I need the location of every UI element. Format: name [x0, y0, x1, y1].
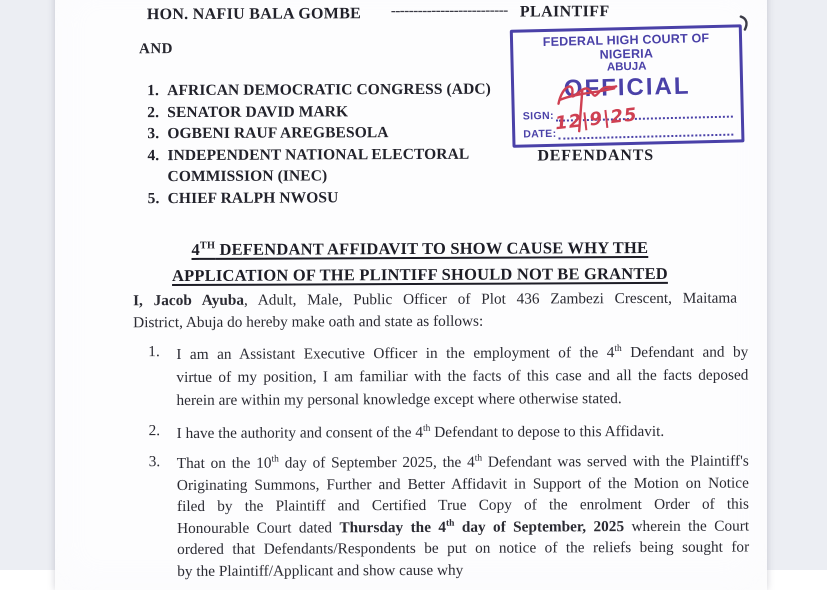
defendant-line: SENATOR DAVID MARK: [167, 102, 349, 121]
affidavit-title-line2: APPLICATION OF THE PLINTIFF SHOULD NOT BE GRANTED: [171, 263, 668, 286]
paragraph-number: 3.: [148, 453, 161, 471]
text-segment: District, Abuja do hereby make oath and state as follows:: [133, 312, 484, 331]
plaintiff-name: HON. NAFIU BALA GOMBE: [146, 5, 362, 24]
affidavit-title-line1: [130, 235, 710, 264]
text-segment: herein are within my personal knowledge except where otherwise stated.: [176, 390, 622, 410]
text-line: [177, 494, 749, 518]
text-segment: I, Jacob Ayuba: [133, 291, 245, 310]
stamp-sign-label: SIGN:: [522, 109, 555, 123]
text-segment: Originating Summons, Further and Better Affidavit in Support of the Motion on Notice: [176, 474, 749, 494]
text-segment: That on the 10: [176, 454, 272, 473]
text-line: [177, 420, 749, 445]
defendant-item: [147, 143, 527, 188]
defendant-number: 4.: [147, 146, 160, 164]
court-stamp: [510, 24, 745, 147]
defendant-item: [148, 186, 528, 209]
defendant-number: 3.: [147, 125, 160, 143]
paragraph-number: 2.: [148, 422, 161, 440]
text-segment: th: [614, 343, 622, 355]
text-segment: ordered that Defendants/Respondents be put on notice of the reliefs being sought for: [177, 538, 750, 559]
defendant-number: 2.: [147, 103, 160, 121]
text-segment: 4: [191, 239, 200, 259]
stamp-official-label: OFFICIAL: [563, 72, 691, 103]
text-segment: , Adult, Male, Public Officer of Plot 436 Zambezi Crescent, Maitama: [243, 289, 738, 309]
text-segment: by the Plaintiff/Applicant and show cause why: [177, 561, 464, 581]
intro-paragraph: [133, 288, 737, 334]
dash-leader: --------------------------: [390, 2, 508, 20]
defendant-name: [167, 122, 388, 144]
defendant-name: [167, 143, 469, 187]
text-line: [177, 559, 749, 583]
text-line: [176, 364, 748, 389]
affidavit-title: [130, 235, 710, 290]
text-segment: virtue of my position, I am familiar with the facts of this case and all the facts deposed: [176, 366, 749, 387]
paragraph-1: [148, 341, 748, 413]
text-segment: th: [445, 518, 455, 529]
stamp-date-value: 12|9|25: [554, 104, 639, 135]
defendant-line: CHIEF RALPH NWOSU: [167, 188, 339, 207]
text-segment: Thursday the 4: [339, 518, 447, 537]
text-segment: Defendant was served with the Plaintiff's: [482, 452, 749, 471]
defendant-number: 5.: [147, 189, 160, 207]
defendant-line: AFRICAN DEMOCRATIC CONGRESS (ADC): [167, 80, 491, 100]
defendant-name: [168, 187, 339, 209]
plaintiff-role-label: PLAINTIFF: [519, 3, 610, 21]
text-segment: Defendant to depose to this Affidavit.: [430, 422, 665, 441]
defendant-item: [147, 122, 527, 145]
text-line: [177, 515, 749, 539]
defendant-number: 1.: [147, 82, 160, 100]
text-segment: Honourable Court dated: [177, 519, 340, 537]
text-segment: I am an Assistant Executive Officer in the employment of the 4: [176, 344, 615, 364]
defendant-line: INDEPENDENT NATIONAL ELECTORAL: [167, 145, 470, 164]
text-line: [133, 309, 737, 333]
and-label: AND: [138, 41, 174, 58]
paragraph-text: [176, 341, 748, 412]
defendant-item: [147, 79, 527, 102]
defendant-line: OGBENI RAUF AREGBESOLA: [167, 124, 389, 143]
defendant-name: [167, 79, 491, 102]
defendants-list: [147, 79, 528, 210]
text-segment: th: [422, 423, 431, 434]
text-segment: I have the authority and consent of the 4: [176, 423, 424, 443]
text-line: [177, 451, 749, 475]
text-segment: th: [474, 453, 483, 464]
defendant-item: [147, 100, 527, 123]
stamp-city: ABUJA: [606, 60, 647, 74]
defendant-name: [167, 101, 348, 123]
text-segment: Defendant and by: [621, 343, 749, 362]
text-segment: TH: [199, 240, 216, 252]
paragraph-text: [177, 420, 749, 445]
text-line: [177, 472, 749, 496]
text-line: [133, 288, 737, 312]
text-line: [177, 537, 749, 561]
text-segment: wherein the Court: [624, 517, 750, 535]
paragraph-number: 1.: [148, 343, 160, 361]
text-segment: th: [271, 454, 279, 465]
defendants-role-label: DEFENDANTS: [537, 146, 654, 165]
text-line: [176, 387, 748, 412]
text-line: [176, 341, 748, 366]
paragraph-3: [149, 451, 750, 583]
defendant-line: COMMISSION (INEC): [167, 167, 328, 186]
text-segment: filed by the Plaintiff and Certified True Copy of the enrolment Order of this: [176, 495, 749, 516]
text-segment: day of September 2025, the 4: [278, 453, 475, 472]
paragraph-2: [149, 420, 749, 446]
stamp-date-label: DATE:: [523, 127, 557, 141]
text-segment: day of September, 2025: [454, 517, 625, 536]
stamp-court-name: FEDERAL HIGH COURT OF NIGERIA: [542, 31, 710, 62]
paragraph-text: [177, 451, 750, 583]
text-segment: DEFENDANT AFFIDAVIT TO SHOW CAUSE WHY THE: [215, 237, 649, 259]
